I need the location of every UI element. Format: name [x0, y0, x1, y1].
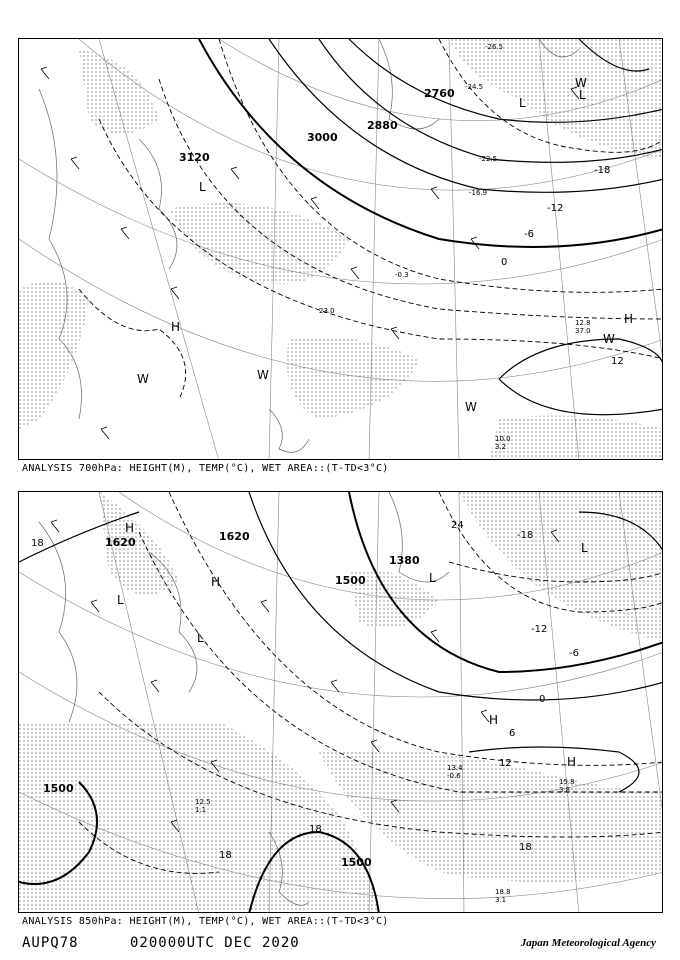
high-pressure-marker: H	[567, 755, 577, 769]
temp-label: 12	[611, 356, 624, 367]
temp-label: 18	[219, 850, 232, 861]
low-pressure-marker: L	[579, 88, 586, 102]
station-temp: 15.8	[559, 778, 575, 786]
map-panel-700hpa	[18, 38, 663, 460]
height-label: 1380	[389, 554, 420, 567]
low-pressure-marker: L	[429, 571, 436, 585]
warm-marker: W	[465, 400, 477, 414]
panel-caption-700: ANALYSIS 700hPa: HEIGHT(M), TEMP(°C), WET AREA::(T-TD<3°C)	[22, 463, 389, 474]
station-temp: -0.3	[395, 271, 409, 279]
station-temp: 13.4	[447, 764, 463, 772]
low-pressure-marker: L	[197, 631, 204, 645]
temp-label: -6	[569, 648, 579, 659]
station-temp: -26.5	[485, 43, 504, 51]
low-pressure-marker: L	[519, 96, 526, 110]
panel-caption-850: ANALYSIS 850hPa: HEIGHT(M), TEMP(°C), WET AREA::(T-TD<3°C)	[22, 916, 389, 927]
station-dewpoint: 1.1	[195, 806, 207, 814]
height-label: 2880	[367, 119, 398, 132]
map-700hpa-canvas	[19, 39, 663, 460]
temp-label: 0	[539, 694, 546, 705]
height-label: 3000	[307, 131, 338, 144]
low-pressure-marker: L	[199, 180, 206, 194]
temp-label: -12	[547, 203, 564, 214]
wet-area-stipple	[19, 39, 663, 460]
station-temp: 12.8	[575, 319, 591, 327]
map-850hpa-canvas	[19, 492, 663, 913]
station-dewpoint: 3.2	[495, 443, 507, 451]
station-dewpoint: 3.8	[559, 786, 571, 794]
high-pressure-marker: H	[624, 312, 634, 326]
station-temp: 10.0	[495, 435, 511, 443]
high-pressure-marker: H	[489, 713, 499, 727]
height-label: 1620	[219, 530, 250, 543]
wet-area-stipple	[19, 492, 663, 913]
warm-marker: W	[603, 332, 615, 346]
temp-label: 24	[451, 520, 464, 531]
high-pressure-marker: H	[211, 575, 221, 589]
station-dewpoint: -0.6	[447, 772, 461, 780]
height-label: 1620	[105, 536, 136, 549]
temp-label: 18	[31, 538, 44, 549]
warm-marker: W	[137, 372, 149, 386]
high-pressure-marker: H	[125, 521, 135, 535]
valid-time: 020000UTC DEC 2020	[130, 935, 300, 951]
temp-label: -18	[594, 165, 611, 176]
station-dewpoint: 3.1	[495, 896, 507, 904]
warm-marker: W	[257, 368, 269, 382]
map-panel-850hpa	[18, 491, 663, 913]
station-temp: -22.5	[479, 155, 498, 163]
warm-marker: W	[575, 76, 587, 90]
station-temp: -24.5	[465, 83, 484, 91]
station-temp: 23.0	[319, 307, 335, 315]
station-temp: 18.8	[495, 888, 511, 896]
station-dewpoint: 37.0	[575, 327, 591, 335]
station-temp: 12.5	[195, 798, 211, 806]
low-pressure-marker: L	[117, 593, 124, 607]
height-label: 1500	[335, 574, 366, 587]
height-label: 3120	[179, 151, 210, 164]
height-label: 1500	[341, 856, 372, 869]
height-label: 1500	[43, 782, 74, 795]
temp-label: -12	[531, 624, 548, 635]
temp-label: 0	[501, 257, 508, 268]
temp-label: 18	[519, 842, 532, 853]
temp-label: -6	[524, 229, 534, 240]
temp-label: 12	[499, 758, 512, 769]
temp-label: 18	[309, 824, 322, 835]
temp-label: 6	[509, 728, 516, 739]
agency-credit: Japan Meteorological Agency	[520, 937, 656, 949]
low-pressure-marker: L	[581, 541, 588, 555]
height-label: 2760	[424, 87, 455, 100]
chart-code: AUPQ78	[22, 935, 79, 951]
station-temp: -16.9	[469, 189, 488, 197]
high-pressure-marker: H	[171, 320, 181, 334]
temp-label: -18	[517, 530, 534, 541]
